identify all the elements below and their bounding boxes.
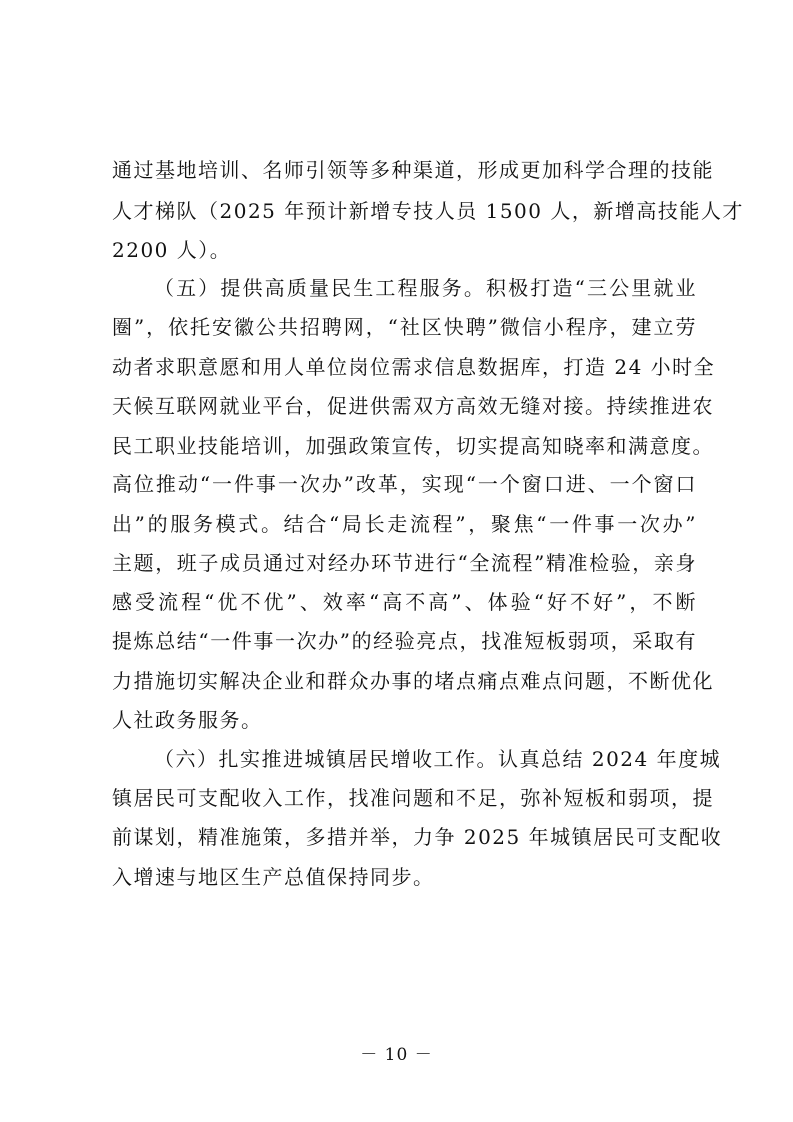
paragraph-line: 天候互联网就业平台，促进供需双方高效无缝对接。持续推进农 bbox=[112, 394, 714, 418]
section-6-heading-line: （六）扎实推进城镇居民增收工作。认真总结 2024 年度城 bbox=[154, 747, 722, 771]
paragraph-line: 高位推动“一件事一次办”改革，实现“一个窗口进、一个窗口 bbox=[112, 472, 697, 496]
paragraph-line: 提炼总结“一件事一次办”的经验亮点，找准短板弱项，采取有 bbox=[112, 629, 697, 653]
paragraph-line: 民工职业技能培训，加强政策宣传，切实提高知晓率和满意度。 bbox=[112, 434, 714, 458]
paragraph-line: 力措施切实解决企业和群众办事的堵点痛点难点问题，不断优化 bbox=[112, 669, 714, 693]
paragraph-line: 人才梯队（2025 年预计新增专技人员 1500 人，新增高技能人才 bbox=[112, 199, 744, 223]
section-5-heading-line: （五）提供高质量民生工程服务。积极打造“三公里就业 bbox=[154, 276, 697, 300]
paragraph-line: 圈”，依托安徽公共招聘网，“社区快聘”微信小程序，建立劳 bbox=[112, 315, 697, 339]
page-number: － 10 － bbox=[360, 1045, 433, 1065]
paragraph-line: 动者求职意愿和用人单位岗位需求信息数据库，打造 24 小时全 bbox=[112, 355, 716, 379]
paragraph-line: 前谋划，精准施策，多措并举，力争 2025 年城镇居民可支配收 bbox=[112, 825, 723, 849]
paragraph-line: 2200 人）。 bbox=[112, 238, 232, 262]
paragraph-line: 镇居民可支配收入工作，找准问题和不足，弥补短板和弱项，提 bbox=[112, 786, 714, 810]
paragraph-line: 感受流程“优不优”、效率“高不高”、体验“好不好”，不断 bbox=[112, 590, 697, 614]
paragraph-line: 主题，班子成员通过对经办环节进行“全流程”精准检验，亲身 bbox=[112, 551, 697, 575]
paragraph-line: 入增速与地区生产总值保持同步。 bbox=[112, 865, 435, 889]
paragraph-line: 通过基地培训、名师引领等多种渠道，形成更加科学合理的技能 bbox=[112, 158, 714, 182]
paragraph-line: 出”的服务模式。结合“局长走流程”，聚焦“一件事一次办” bbox=[112, 512, 697, 536]
paragraph-line: 人社政务服务。 bbox=[112, 708, 263, 732]
